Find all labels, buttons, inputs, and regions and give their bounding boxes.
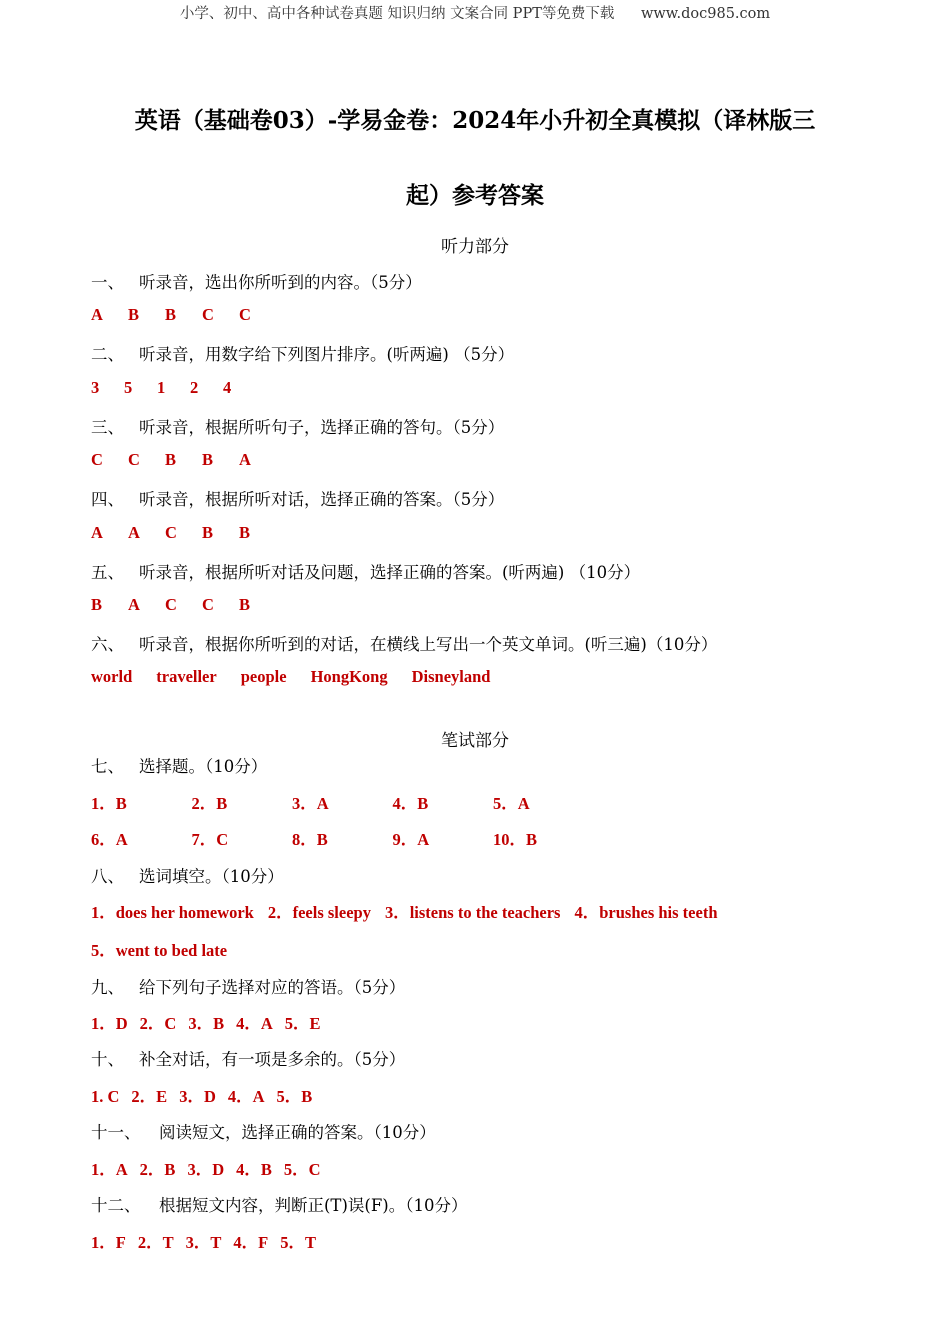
answer: B — [239, 595, 251, 614]
answer: 2．B — [139, 1160, 176, 1179]
answer: 5 — [124, 378, 133, 397]
answer: 5．A — [493, 794, 530, 813]
question-number: 七、 — [91, 757, 124, 776]
answer: C — [91, 450, 103, 469]
answer: 2 — [190, 378, 199, 397]
question-number: 四、 — [91, 490, 124, 509]
answer-row-7a — [91, 790, 594, 814]
answer: 4．A — [236, 1014, 273, 1033]
answer: 1．B — [91, 794, 127, 813]
answer: 2．B — [191, 794, 228, 813]
answer: 3．D — [187, 1160, 225, 1179]
header-site-link[interactable]: www.doc985.com — [640, 6, 771, 22]
answer: 5．C — [283, 1160, 321, 1179]
answer: 2．C — [139, 1014, 177, 1033]
answer: 1．D — [91, 1014, 128, 1033]
question-text: 听录音，根据所听对话及问题，选择正确的答案。(听两遍) （10分） — [139, 563, 641, 582]
answer: C — [202, 305, 214, 324]
question-3 — [91, 414, 504, 438]
question-5 — [91, 559, 640, 583]
answer: 5．B — [276, 1087, 313, 1106]
answer: 4．F — [233, 1233, 269, 1252]
answer-row-5 — [91, 595, 276, 615]
answer: A — [91, 523, 103, 542]
question-11 — [91, 1119, 436, 1143]
answer: 3．D — [179, 1087, 216, 1106]
answer: world — [91, 667, 133, 686]
question-9 — [91, 974, 405, 998]
answer-row-6 — [91, 667, 514, 687]
question-number: 八、 — [91, 867, 124, 886]
answer: 2．feels sleepy — [267, 903, 371, 922]
page-header — [0, 2, 950, 23]
answer: 4 — [223, 378, 232, 397]
answer: 2．E — [131, 1087, 168, 1106]
question-number: 十、 — [91, 1050, 124, 1069]
answer: B — [202, 450, 214, 469]
answer-row-11 — [91, 1156, 333, 1180]
answer-row-3 — [91, 450, 276, 470]
answer: 1. C — [91, 1087, 120, 1106]
answer: 5．went to bed late — [91, 941, 228, 960]
question-text: 根据短文内容，判断正(T)误(F)。（10分） — [159, 1196, 468, 1215]
answer-row-7b — [91, 826, 594, 850]
question-8 — [91, 863, 284, 887]
answer: 9．A — [392, 830, 430, 849]
answer: 6．A — [91, 830, 128, 849]
question-10 — [91, 1046, 405, 1070]
answer: A — [239, 450, 251, 469]
question-number: 十二、 — [91, 1196, 141, 1215]
answer-row-4 — [91, 523, 276, 543]
answer: B — [165, 305, 177, 324]
answer: Disneyland — [411, 667, 491, 686]
answer: 3．B — [188, 1014, 225, 1033]
answer: C — [165, 523, 177, 542]
question-text: 选词填空。（10分） — [139, 867, 284, 886]
answer: C — [202, 595, 214, 614]
question-text: 补全对话，有一项是多余的。（5分） — [139, 1050, 406, 1069]
answer: traveller — [156, 667, 217, 686]
answer-row-2 — [91, 378, 256, 398]
answer: B — [165, 450, 177, 469]
answer: HongKong — [310, 667, 388, 686]
answer-row-1 — [91, 305, 276, 325]
listening-heading: 听力部分 — [441, 237, 509, 257]
question-1 — [91, 269, 422, 293]
answer: C — [165, 595, 177, 614]
question-text: 听录音，根据你所听到的对话，在横线上写出一个英文单词。(听三遍)（10分） — [139, 635, 718, 654]
answer: B — [91, 595, 103, 614]
answer: 7．C — [191, 830, 229, 849]
answer: 5．E — [284, 1014, 321, 1033]
answer: 4．A — [227, 1087, 265, 1106]
question-text: 听录音，根据所听句子，选择正确的答句。（5分） — [139, 418, 505, 437]
answer: 2．T — [137, 1233, 174, 1252]
answer: A — [91, 305, 103, 324]
question-text: 给下列句子选择对应的答语。（5分） — [139, 978, 406, 997]
question-4 — [91, 486, 504, 510]
answer: 1．A — [91, 1160, 128, 1179]
question-number: 二、 — [91, 345, 124, 364]
answer: 1．F — [91, 1233, 126, 1252]
question-number: 五、 — [91, 563, 124, 582]
answer: 3 — [91, 378, 100, 397]
answer: A — [128, 595, 140, 614]
answer: A — [128, 523, 140, 542]
answer-row-12 — [91, 1229, 328, 1253]
question-text: 听录音，选出你所听到的内容。（5分） — [139, 273, 422, 292]
answer: 3．A — [292, 794, 329, 813]
document-title-line2: 起）参考答案 — [406, 182, 544, 209]
question-text: 选择题。（10分） — [139, 757, 268, 776]
answer: 1．does her homework — [91, 903, 254, 922]
answer: people — [240, 667, 287, 686]
question-12 — [91, 1192, 467, 1216]
question-number: 十一、 — [91, 1123, 141, 1142]
answer: 5．T — [280, 1233, 316, 1252]
answer: B — [202, 523, 214, 542]
answer: 8．B — [292, 830, 328, 849]
answer: 4．B — [236, 1160, 272, 1179]
question-number: 九、 — [91, 978, 124, 997]
question-number: 三、 — [91, 418, 124, 437]
question-text: 阅读短文，选择正确的答案。（10分） — [159, 1123, 436, 1142]
header-slogan: 小学、初中、高中各种试卷真题 知识归纳 文案合同 PPT等免费下载 — [179, 6, 615, 22]
answer: B — [128, 305, 140, 324]
answer: 3．listens to the teachers — [384, 903, 561, 922]
answer: 4．B — [392, 794, 429, 813]
document-title-line1: 英语（基础卷03）-学易金卷：2024年小升初全真模拟（译林版三 — [134, 107, 816, 134]
answer: 4．brushes his teeth — [574, 903, 718, 922]
question-number: 一、 — [91, 273, 124, 292]
answer-row-8b — [91, 937, 241, 961]
answer: C — [239, 305, 251, 324]
answer: 10．B — [493, 830, 538, 849]
question-text: 听录音，用数字给下列图片排序。(听两遍) （5分） — [139, 345, 515, 364]
question-6 — [91, 631, 717, 655]
writing-heading: 笔试部分 — [441, 731, 509, 751]
question-7 — [91, 753, 267, 777]
answer: B — [239, 523, 251, 542]
answer-row-10 — [91, 1083, 324, 1107]
question-text: 听录音，根据所听对话，选择正确的答案。（5分） — [139, 490, 505, 509]
question-number: 六、 — [91, 635, 124, 654]
answer: 1 — [157, 378, 166, 397]
answer-row-8a — [91, 899, 732, 923]
answer-row-9 — [91, 1010, 333, 1034]
answer: 3．T — [185, 1233, 222, 1252]
answer: C — [128, 450, 140, 469]
question-2 — [91, 341, 514, 365]
